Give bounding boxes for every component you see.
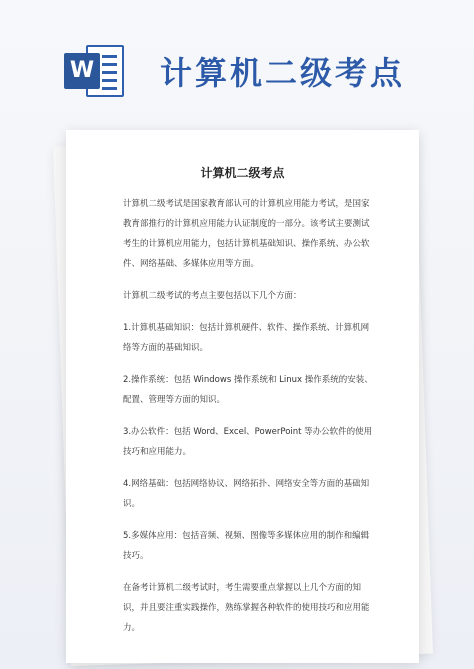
paragraph-conclusion: 在备考计算机二级考试时，考生需要重点掌握以上几个方面的知识，并且要注重实践操作，熟练掌握各种软件的使用技巧和应用能力。 — [123, 583, 370, 633]
banner-title: 计算机二级考点 — [160, 54, 406, 92]
paragraph-item-3: 3.办公软件：包括 Word、Excel、PowerPoint 等办公软件的使用技巧和应用能力。 — [123, 427, 373, 457]
document-page — [66, 130, 419, 663]
paragraph-intro: 计算机二级考试是国家教育部认可的计算机应用能力考试，是国家教育部推行的计算机应用能力认证制度的一部分。该考试主要测试考生的计算机应用能力，包括计算机基础知识、操作系统、办公软件、网络基础、多媒体应用等方面。 — [123, 199, 370, 269]
paragraph-item-4: 4.网络基础：包括网络协议、网络拓扑、网络安全等方面的基础知识。 — [123, 479, 370, 509]
word-doc-line — [102, 55, 117, 58]
word-letter-badge: W — [64, 53, 100, 89]
paragraph-item-1: 1.计算机基础知识：包括计算机硬件、软件、操作系统、计算机网络等方面的基础知识。 — [123, 323, 370, 353]
word-doc-line — [102, 79, 117, 82]
word-doc-line — [102, 71, 117, 74]
word-icon — [64, 45, 126, 97]
paragraph-item-2: 2.操作系统：包括 Windows 操作系统和 Linux 操作系统的安装、配置、管理等方面的知识。 — [123, 375, 373, 405]
word-doc-line — [102, 63, 117, 66]
document-title: 计算机二级考点 — [200, 166, 285, 180]
document-body — [123, 194, 375, 650]
banner — [0, 0, 474, 118]
paragraph-item-5: 5.多媒体应用：包括音频、视频、图像等多媒体应用的制作和编辑技巧。 — [123, 531, 370, 561]
word-doc-line — [102, 87, 117, 90]
paragraph-lead: 计算机二级考试的考点主要包括以下几个方面： — [123, 291, 302, 301]
